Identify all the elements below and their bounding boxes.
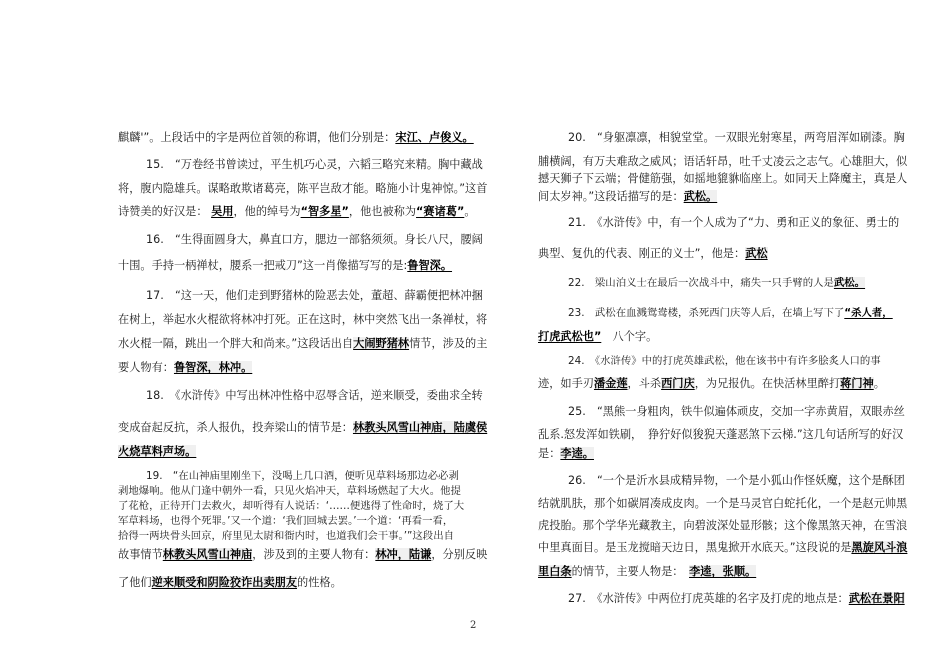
answer: 林冲，陆谦 (375, 548, 432, 561)
answer: 林教头风雪山神庙 (162, 548, 253, 561)
q23-line-2: 打虎武松也” 八个字。 (538, 330, 658, 343)
answer: 林教头风雪山神庙，陆虞侯 (352, 421, 488, 434)
page-number: 2 (470, 620, 477, 631)
q17-line-1: 17. “这一天，他们走到野猪林的险恶去处，董超、薛霸便把林冲捆 (146, 289, 483, 302)
answer: 吴用 (211, 205, 234, 218)
q17-line-3: 水火棍一隔，跳出一个胖大和尚来。”这段话出自大闹野猪林情节，涉及的主 (118, 337, 488, 350)
answer: 李逵。 (560, 447, 594, 460)
q26-line-1: 26. “一个是沂水县成精异物，一个是小狐山作怪妖魔，这个是酥团 (568, 474, 905, 487)
q26-line-4: 中里真面目。是玉龙搅暗天边日，黑鬼掀开水底天。”这段说的是黑旋风斗浪 (538, 541, 908, 554)
answer: 武松 (745, 247, 768, 260)
answer: “智多星” (300, 205, 349, 218)
answer: 宋江、卢俊义。 (395, 131, 474, 144)
q18-line-3 (118, 445, 196, 459)
q20-line-4: 间太岁神。”这段话描写的是：武松。 (538, 190, 718, 203)
q23-line-1: 23. 武松在血溅鸳鸯楼，杀死西门庆等人后，在墙上写下了“杀人者， (568, 307, 893, 319)
q19-line-4: 军草料场，也得个死罪。’又一个道：‘我们回城去罢。’一个道：‘再看一看， (118, 515, 454, 527)
answer: 逆来顺受和阴险狡诈出卖朋友 (151, 576, 298, 589)
q19-line-5: 拾得一两块骨头回京，府里见太尉和衙内时，也道我们会干事。’”这段出自 (118, 530, 454, 542)
answer: 潘金莲 (593, 377, 628, 390)
q20-line-1: 20. “身躯凛凛，相貌堂堂。一双眼光射寒星，两弯眉浑如刷漆。胸 (568, 131, 905, 144)
q18-line-2: 变成奋起反抗，杀人报仇，投奔梁山的情节是：林教头风雪山神庙，陆虞侯 (118, 421, 488, 434)
answer: 火烧草料声场。 (118, 445, 197, 458)
q25-line-3: 是：李逵。 (538, 447, 594, 460)
answer: “杀人者， (844, 307, 893, 319)
q19-line-2: 剥地爆响。他从门逢中朝外一看，只见火焰冲天，草料场燃起了大火。他提 (118, 485, 461, 497)
q20-line-3: 撼天狮子下云端；骨健筋强，如摇地貔貅临座上。如同天上降魔主，真是人 (538, 172, 908, 185)
answer: 蒋门神 (840, 377, 874, 390)
q16-line-2: 十围。手持一柄禅杖，腰系一把戒刀”这一肖像描写写的是:鲁智深。 (118, 259, 453, 272)
q26-line-3: 虎投胎。那个学华光藏教主，向碧波深处显形骸；这个像黑煞天神，在雪浪 (538, 519, 908, 532)
q19-line-1: 19. “在山神庙里刚坐下，没喝上几口酒，便听见草料场那边必必剥 (146, 470, 459, 482)
q15-line-2: 将，腹内隐雄兵。谋略敢欺诸葛亮，陈平岂敌才能。略施小计鬼神惊。”这首 (118, 182, 488, 195)
q20-line-2: 脯横阔，有万夫难敌之威风；语话轩昂，吐千丈凌云之志气。心雄胆大，似 (538, 155, 908, 168)
q25-line-1: 25. “黑熊一身粗肉，铁牛似遍体顽皮，交加一字赤黄眉，双眼赤丝 (568, 405, 905, 418)
q15-line-1: 15. “万卷经书曾读过，平生机巧心灵，六韬三略究来精。胸中藏战 (146, 158, 483, 171)
answer: 李逵，张顺。 (689, 565, 757, 578)
q16-line-1: 16. “生得面圆身大，鼻直口方，腮边一部貉须须。身长八尺，腰阔 (146, 233, 483, 246)
q19-line-7: 了他们逆来顺受和阴险狡诈出卖朋友的性格。 (118, 576, 342, 589)
answer: 鲁智深。 (407, 259, 453, 272)
q26-line-2: 结就肌肤，那个如碳屑凑成皮肉。一个是马灵官白蛇托化，一个是赵元帅黑 (538, 497, 908, 510)
answer: 武松。 (683, 190, 718, 203)
q25-line-2: 乱系.怒发浑如铁刷， 狰狞好似狻猊天蓬恶煞下云梯.”这几句话所写的好汉 (538, 428, 904, 441)
q15-line-3: 诗赞美的好汉是： 吴用，他的绰号为“智多星”，他也被称为“赛诸葛”。 (118, 205, 476, 218)
answer: 打虎武松也” (538, 330, 602, 343)
answer: “赛诸葛” (416, 205, 465, 218)
q17-line-2: 在树上，举起水火棍欲将林冲打死。正在这时，林中突然飞出一条禅杖，将 (118, 313, 488, 326)
q22-line: 22. 梁山泊义士在最后一次战斗中，痛失一只手臂的人是武松。 (568, 277, 866, 289)
q19-line-3: 了花枪，正待开门去救火，却听得有人说话：‘……便逃得了性命时，烧了大 (118, 500, 465, 512)
answer: 武松在景阳 (848, 592, 905, 605)
q21-line-2: 典型、复仇的代表、刚正的义士”，他是：武松 (538, 247, 768, 260)
q24-line-2: 迹，如手刃潘金莲，斗杀西门庆，为兄报仇。在快活林里醉打蒋门神。 (538, 377, 885, 390)
q21-line-1: 21. 《水浒传》中，有一个人成为了“力、勇和正义的象征、勇士的 (568, 216, 900, 229)
q27-line: 27. 《水浒传》中两位打虎英雄的名字及打虎的地点是：武松在景阳 (568, 592, 905, 605)
q18-line-1: 18. 《水浒传》中写出林冲性格中忍辱含话，逆来顺受，委曲求全转 (146, 389, 483, 402)
q14-end-line: 麒麟'”。上段话中的字是两位首领的称谓，他们分别是：宋江、卢俊义。 (118, 131, 474, 144)
q26-line-5: 里白条的情节，主要人物是： 李逵，张顺。 (538, 565, 757, 578)
answer: 里白条 (538, 565, 572, 578)
answer: 西门庆 (661, 377, 695, 390)
answer: 武松。 (833, 277, 866, 289)
answer: 黑旋风斗浪 (851, 541, 908, 554)
q19-line-6: 故事情节林教头风雪山神庙，涉及到的主要人物有：林冲，陆谦，分别反映 (118, 548, 488, 561)
answer: 鲁智深，林冲。 (173, 361, 253, 374)
q17-line-4: 要人物有：鲁智深，林冲。 (118, 361, 253, 374)
q24-line-1: 24. 《水浒传》中的打虎英雄武松，他在该书中有许多脍炙人口的事 (568, 355, 881, 367)
answer: 大闹野猪林 (353, 337, 410, 350)
